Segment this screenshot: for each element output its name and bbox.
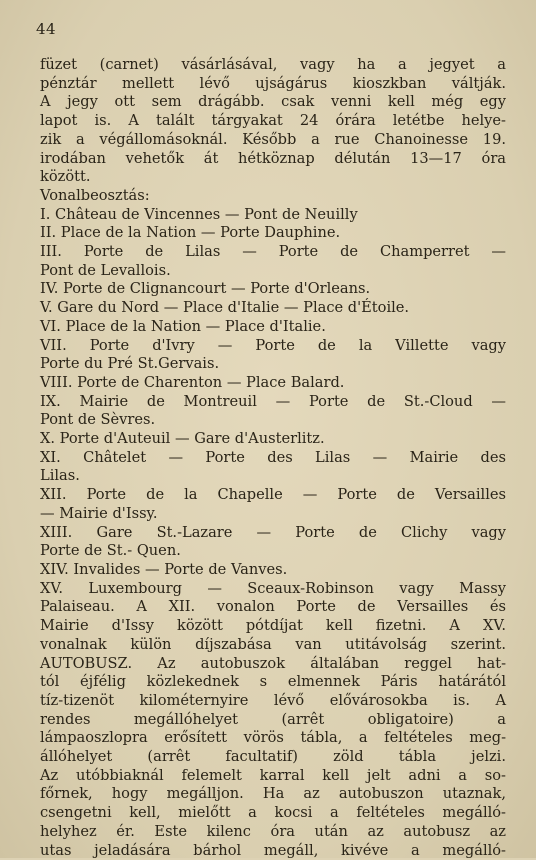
text-line: helyhez ér. Este kilenc óra után az autobusz az [40,822,506,840]
text-line: utas jeladására bárhol megáll, kivéve a megálló- [40,841,506,859]
text-line: vonalnak külön díjszabása van utitávolság szerint. [40,635,506,653]
text-line: között. [40,168,91,186]
body-text [40,56,506,860]
text-line: Pont de Levallois. [40,261,171,279]
text-line: irodában vehetők át hétköznap délután 13—17 óra [40,149,506,167]
text-line: XV. Luxembourg — Sceaux-Robinson vagy Massy [40,579,506,597]
text-line: AUTOBUSZ. Az autobuszok általában reggel hat- [40,654,506,672]
text-line: füzet (carnet) vásárlásával, vagy ha a jegyet a [40,56,506,73]
text-line: VIII. Porte de Charenton — Place Balard. [40,373,345,391]
text-line: tól éjfélig közlekednek s elmennek Páris határától [40,673,506,691]
text-line: lapot is. A talált tárgyakat 24 órára letétbe helye- [40,112,506,130]
text-line: Pont de Sèvres. [40,411,156,429]
text-line: V. Gare du Nord — Place d'Italie — Place d'Étoile. [40,299,410,317]
text-line: II. Place de la Nation — Porte Dauphine. [40,224,341,242]
text-line: III. Porte de Lilas — Porte de Champerret — [40,243,506,261]
text-line: Porte du Pré St.Gervais. [40,355,220,373]
text-line: Vonalbeosztás: [40,186,150,204]
page-number: 44 [36,20,57,38]
text-line: IV. Porte de Clignancourt — Porte d'Orleans. [40,280,371,298]
text-line: VII. Porte d'Ivry — Porte de la Villette vagy [40,336,506,354]
text-line: XII. Porte de la Chapelle — Porte de Versailles [40,486,506,504]
text-line: Palaiseau. A XII. vonalon Porte de Versailles és [40,598,506,616]
text-line: csengetni kell, mielőtt a kocsi a feltételes megálló- [40,804,506,822]
text-line: rendes megállóhelyet (arrêt obligatoire) a [40,710,506,728]
text-line: Lilas. [40,467,80,485]
text-line: lámpaoszlopra erősített vörös tábla, a feltételes meg- [40,729,506,747]
text-line: főrnek, hogy megálljon. Ha az autobuszon utaznak, [40,785,506,803]
text-line: Az utóbbiaknál felemelt karral kell jelt adni a so- [40,766,506,784]
text-line: tíz-tizenöt kilométernyire lévő elővárosokba is. A [40,691,506,709]
text-line: X. Porte d'Auteuil — Gare d'Austerlitz. [40,430,325,448]
text-line: — Mairie d'Issy. [40,504,158,522]
text-line: IX. Mairie de Montreuil — Porte de St.-Cloud — [40,392,506,410]
text-line: XIV. Invalides — Porte de Vanves. [40,560,288,578]
text-line: VI. Place de la Nation — Place d'Italie. [40,317,326,335]
text-line: pénztár mellett lévő ujságárus kioszkban váltják. [40,74,506,92]
text-line: A jegy ott sem drágább. csak venni kell még egy [40,93,506,111]
text-line: Mairie d'Issy között pótdíjat kell fizetni. A XV. [40,617,506,635]
text-line: XIII. Gare St.-Lazare — Porte de Clichy vagy [40,523,506,541]
text-line: állóhelyet (arrêt facultatif) zöld tábla jelzi. [40,748,506,766]
text-line: zik a végállomásoknál. Később a rue Chanoinesse 19. [40,130,506,148]
text-line: XI. Châtelet — Porte des Lilas — Mairie des [40,448,506,466]
text-line: Porte de St.- Quen. [40,542,181,560]
text-line: I. Château de Vincennes — Pont de Neuilly [40,205,358,223]
